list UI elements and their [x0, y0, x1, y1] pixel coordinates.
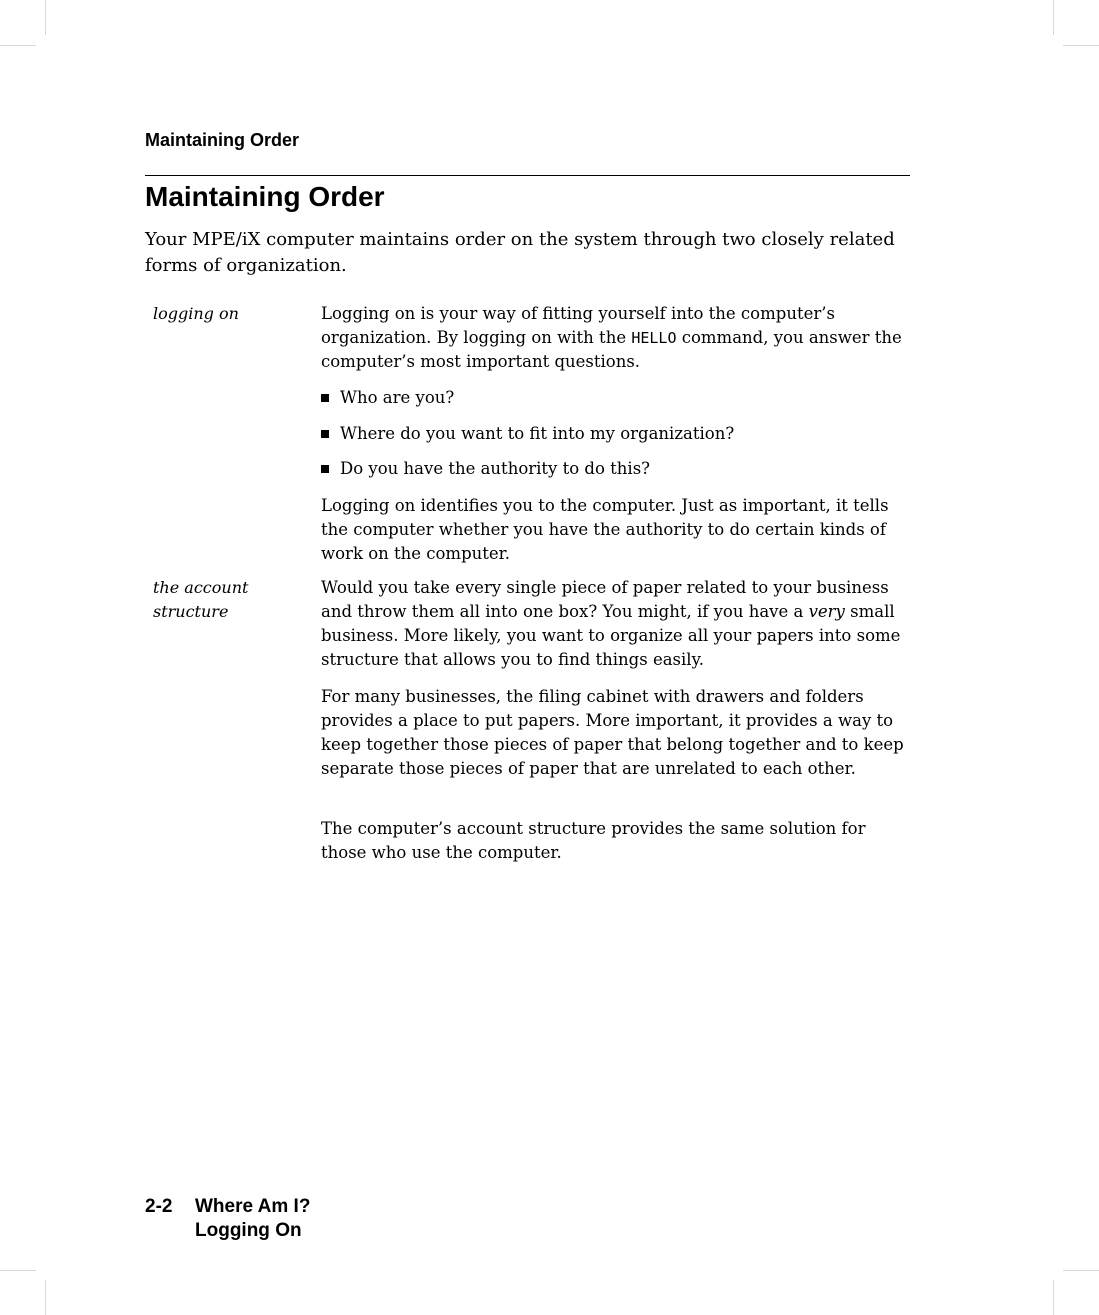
crop-mark [0, 45, 36, 46]
list-item-text: Do you have the authority to do this? [340, 459, 651, 478]
logging-on-paragraph-1 [321, 302, 911, 374]
account-structure-paragraph-2: For many businesses, the filing cabinet with drawers and folders provides a place to put papers. More important, it provides a way to keep together those pieces of paper that belong together and to keep separate those pieces of paper that are unrelated to each other. [321, 687, 904, 778]
bullet-square-icon [321, 394, 329, 402]
crop-mark [1063, 45, 1099, 46]
term-account-structure [153, 576, 303, 624]
footer-section: Logging On [195, 1220, 302, 1241]
header-rule [145, 175, 910, 176]
text-run: Would you take every single piece of paper related to your business and throw them all into one box? You might, if you have a [321, 578, 889, 621]
logging-on-paragraph-2: Logging on identifies you to the computer. Just as important, it tells the computer whether you have the authority to do certain kinds of work on the computer. [321, 496, 889, 563]
list-item [321, 386, 454, 410]
crop-mark [45, 0, 46, 35]
intro-paragraph: Your MPE/iX computer maintains order on the system through two closely related forms of organization. [145, 229, 895, 276]
list-item-text: Where do you want to fit into my organization? [340, 424, 735, 443]
text-run: command, you answer the computer’s most important questions. [321, 328, 902, 371]
bullet-square-icon [321, 465, 329, 473]
running-head: Maintaining Order [145, 130, 300, 150]
page-number: 2-2 [145, 1196, 173, 1217]
hello-command: HELLO [631, 329, 677, 347]
crop-mark [1053, 1280, 1054, 1315]
text-run: Logging on is your way of fitting yourself into the computer’s organization. By logging on with the [321, 304, 835, 347]
term-line: the account [153, 578, 249, 597]
crop-mark [45, 1280, 46, 1315]
crop-mark [0, 1270, 36, 1271]
list-item-text: Who are you? [340, 388, 455, 407]
emphasis-very: very [808, 602, 845, 621]
section-title: Maintaining Order [145, 181, 385, 212]
bullet-square-icon [321, 430, 329, 438]
text-run: small business. More likely, you want to organize all your papers into some structure that allows you to find things easily. [321, 602, 901, 669]
list-item [321, 457, 650, 481]
crop-mark [1063, 1270, 1099, 1271]
footer-chapter: Where Am I? [195, 1196, 311, 1217]
account-structure-paragraph-3: The computer’s account structure provides the same solution for those who use the computer. [321, 819, 866, 862]
account-structure-paragraph-1 [321, 576, 911, 672]
crop-mark [1053, 0, 1054, 35]
list-item [321, 422, 734, 446]
term-logging-on: logging on [153, 304, 239, 323]
term-line: structure [153, 602, 229, 621]
